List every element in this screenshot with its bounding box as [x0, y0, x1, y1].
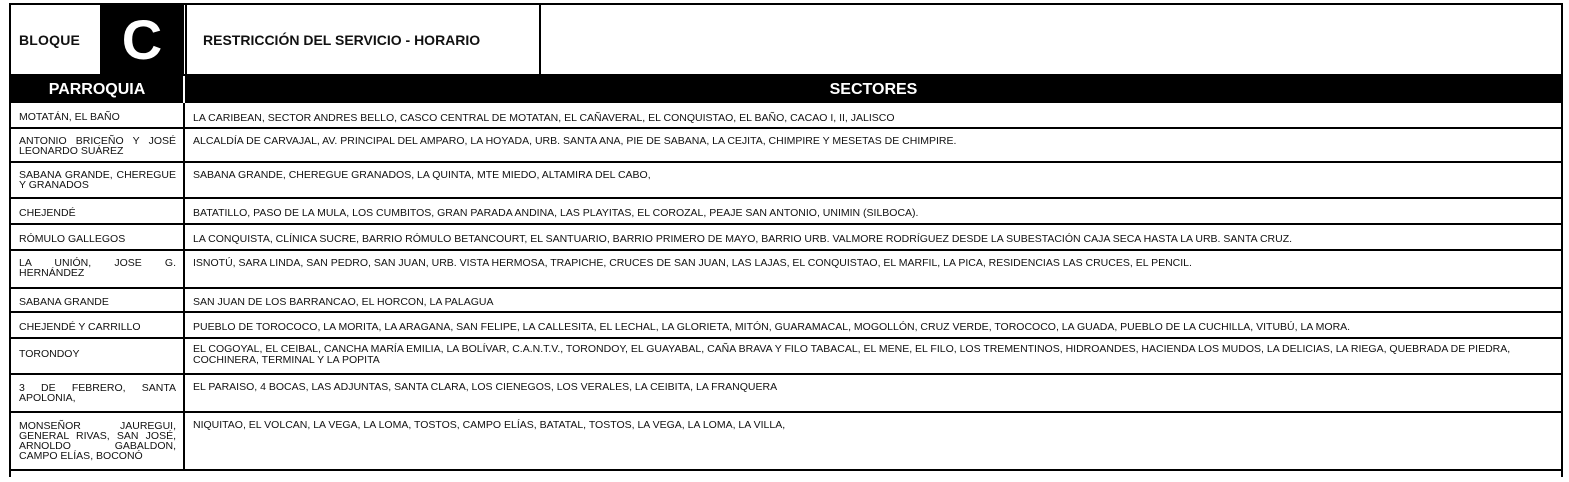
table-row [11, 251, 1561, 289]
row-sectores: EL COGOYAL, EL CEIBAL, CANCHA MARÍA EMILIA, LA BOLÍVAR, C.A.N.T.V., TORONDOY, EL GUAYABAL, CAÑA BRAVA Y FILO TABACAL, EL MENE, EL FILO, LOS TREMENTINOS, HIDROANDES, HACIENDA LOS MUDOS, LA DELICIAS, LA RIEGA, QUEBRADA DE PIEDRA, COCHINERA, TERMINAL Y LA POPITA [193, 343, 1511, 366]
row-sectores: ISNOTÚ, SARA LINDA, SAN PEDRO, SAN JUAN, URB. VISTA HERMOSA, TRAPICHE, CRUCES DE SAN JUAN, LAS LAJAS, EL CONQUISTAO, EL MARFIL, LA PICA, RESIDENCIAS LAS CRUCES, EL PENCIL. [193, 257, 1192, 269]
row-parroquia: ANTONIO BRICEÑO Y JOSÉ LEONARDO SUÁREZ [19, 135, 176, 157]
table-row [11, 129, 1561, 163]
table-row [11, 103, 1561, 129]
header-blank [541, 5, 1561, 75]
row-sectores: NIQUITAO, EL VOLCAN, LA VEGA, LA LOMA, TOSTOS, CAMPO ELÍAS, BATATAL, TOSTOS, LA VEGA, LA LOMA, LA VILLA, [193, 419, 786, 431]
table-body [11, 103, 1561, 471]
row-sectores: SABANA GRANDE, CHEREGUE GRANADOS, LA QUINTA, MTE MIEDO, ALTAMIRA DEL CABO, [193, 169, 651, 181]
bloque-label: BLOQUE [19, 32, 81, 48]
row-parroquia: CHEJENDÉ Y CARRILLO [19, 321, 141, 333]
row-parroquia: RÓMULO GALLEGOS [19, 233, 126, 245]
row-sectores: EL PARAISO, 4 BOCAS, LAS ADJUNTAS, SANTA CLARA, LOS CIENEGOS, LOS VERALES, LA CEIBITA, LA FRANQUERA [193, 381, 778, 393]
column-header [11, 76, 1562, 103]
table-row [11, 199, 1561, 225]
table-row [11, 413, 1561, 471]
row-parroquia: TORONDOY [19, 348, 80, 360]
row-sectores: PUEBLO DE TOROCOCO, LA MORITA, LA ARAGANA, SAN FELIPE, LA CALLESITA, EL LECHAL, LA GLORIETA, MITÓN, GUARAMACAL, MOGOLLÓN, CRUZ VERDE, TOROCOCO, LA GUADA, PUEBLO DE LA CUCHILLA, VITUBÚ, LA MORA. [193, 321, 1351, 333]
row-parroquia: LA UNIÓN, JOSE G. HERNÁNDEZ [19, 257, 176, 279]
page-title: RESTRICCIÓN DEL SERVICIO - HORARIO [185, 5, 541, 75]
column-sectores: SECTORES [829, 80, 918, 98]
table-row [11, 225, 1561, 251]
table-row [11, 375, 1561, 413]
row-parroquia: MOTATÁN, EL BAÑO [19, 111, 120, 123]
row-sectores: SAN JUAN DE LOS BARRANCAO, EL HORCON, LA PALAGUA [193, 296, 494, 308]
row-sectores: LA CONQUISTA, CLÍNICA SUCRE, BARRIO RÓMULO BETANCOURT, EL SANTUARIO, BARRIO PRIMERO DE MAYO, BARRIO URB. VALMORE RODRÍGUEZ DESDE LA SUBESTACIÓN CAJA SECA HASTA LA URB. SANTA CRUZ. [193, 233, 1293, 245]
table-row [11, 289, 1561, 313]
row-parroquia: CHEJENDÉ [19, 207, 76, 219]
row-sectores: BATATILLO, PASO DE LA MULA, LOS CUMBITOS, GRAN PARADA ANDINA, LAS PLAYITAS, EL COROZAL, PEAJE SAN ANTONIO, UNIMIN (SILBOCA). [193, 207, 919, 219]
row-sectores: LA CARIBEAN, SECTOR ANDRES BELLO, CASCO CENTRAL DE MOTATAN, EL CAÑAVERAL, EL CONQUISTAO, EL BAÑO, CACAO I, II, JALISCO [193, 112, 895, 124]
row-parroquia: 3 DE FEBRERO, SANTA APOLONIA, [19, 382, 176, 404]
table-row [11, 163, 1561, 199]
column-parroquia: PARROQUIA [48, 80, 146, 98]
row-parroquia: SABANA GRANDE, CHEREGUE Y GRANADOS [19, 169, 176, 191]
row-parroquia: SABANA GRANDE [19, 296, 109, 308]
bloque-letter: C [100, 5, 184, 75]
table-row [11, 339, 1561, 375]
table-row [11, 313, 1561, 339]
row-parroquia: MONSEÑOR JAUREGUI, GENERAL RIVAS, SAN JOSÉ, ARNOLDO GABALDON, CAMPO ELÍAS, BOCONÓ [19, 420, 176, 462]
row-sectores: ALCALDÍA DE CARVAJAL, AV. PRINCIPAL DEL AMPARO, LA HOYADA, URB. SANTA ANA, PIE DE SABANA, LA CEJITA, CHIMPIRE Y MESETAS DE CHIMPIRE. [193, 135, 957, 147]
header-row [11, 5, 1561, 75]
